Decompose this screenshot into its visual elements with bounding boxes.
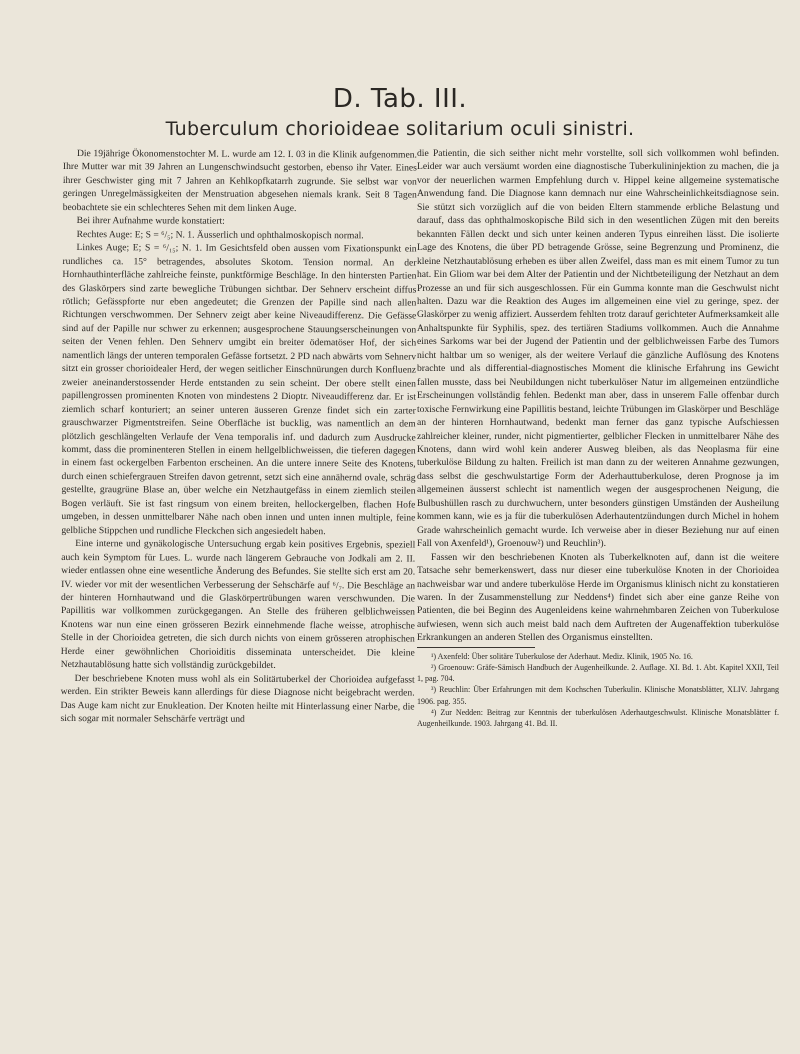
right-column <box>417 147 779 729</box>
footnote-4: ⁴) Zur Nedden: Beitrag zur Kenntnis der tuberkulösen Aderhautgeschwulst. Klinische Monatsblätter f. Augenheilkunde. 1903. Jahrgang 41. Bd. II. <box>417 707 779 728</box>
footnote-2: ²) Groenouw: Gräfe-Sämisch Handbuch der Augenheilkunde. 2. Auflage. XI. Bd. 1. Abt. Kapitel XXII, Teil 1, pag. 704. <box>417 662 779 684</box>
paragraph-course: Eine interne und gynäkologische Untersuchung ergab kein positives Ergebnis, speziell auch kein Symptom für Lues. L. wurde nach längerem Gebrauche von Jodkali am 2. II. wieder entlassen ohne eine wesentliche Änderung des Befundes. Sie stellte sich erst am 20. IV. wieder vor mit der wesentlichen Verbesserung der Sehschärfe auf ⁶/₇. Die Beschläge an der hinteren Hornhautwand und die Glaskörpertrübungen waren verschwunden. Die Papillitis war vollkommen zurückgegangen. An Stelle des früheren gelblichweissen Knotens war nun eine einen grösseren Bezirk einnehmende flache weisse, atrophische Stelle in der Chorioidea getreten, die sich durch nichts von einem grösseren atrophischen Herde einer gewöhnlichen Chorioiditis disseminata unterscheidet. Die kleine Netzhautablösung hatte sich vollständig zurückgebildet. <box>60 538 416 672</box>
paragraph-left-eye-findings: Linkes Auge; E; S = ⁶/₁₅; N. 1. Im Gesichtsfeld oben aussen vom Fixationspunkt ein rundliches ca. 15° betragendes, absolutes Skotom. Tension normal. An der Hornhauthinterfläche zahlreiche feinste, punktförmige Beschläge. In den hintersten Partien des Glaskörpers sind zarte bewegliche Trübungen sichtbar. Der Sehnerv erscheint diffus rötlich; Gefässpforte nur eben angedeutet; die Grenzen der Papille sind nach allen Richtungen verschwommen. Der Sehnerv zeigt aber keine Niveaudifferenz. Die Gefässe sind auf der Papille nur schwer zu erkennen; ausgesprochene Stauungserscheinungen von seiten der Venen fehlen. Den Sehnerv umgibt ein breiter ödematöser Hof, der sich namentlich längs der unteren temporalen Gefässe fortsetzt. 2 PD nach abwärts vom Sehnerv sitzt ein grosser chorioidealer Herd, der wegen seitlicher Einschnürungen durch Konfluenz zweier aneinanderstossender Herde entstanden zu sein scheint. Der obere stellt einen papillengrossen prominenten Knoten von mindestens 2 Dioptr. Niveaudifferenz dar. Er ist ziemlich scharf konturiert; an seiner unteren äusseren Grenze findet sich ein zarter grauschwarzer Pigmentstreifen. Seine Oberfläche ist bucklig, was namentlich an dem plötzlich geschlängelten Verlaufe der Vena temporalis inf. und dadurch zum Ausdrucke kommt, dass die prominenteren Stellen in einem hellgelblichweissen, die tieferen dagegen in einem fast ockergelben Farbenton erscheinen. An die untere innere Seite des Knotens, durch einen schiefergrauen Streifen davon getrennt, setzt sich eine annähernd ovale, schräg gestellte, graugrüne Blase an, über welche ein Netzhautgefäss in einem ziemlich steilen Bogen verläuft. Sie ist fast ringsum von einem breiten, hellockergelben, flachen Hofe umgeben, in dessen unmittelbarer Nähe nach oben innen und unten innen multiple, feine gelbliche Stippchen und rundliche Fleckchen sich angesiedelt haben. <box>61 242 417 537</box>
left-column <box>60 147 417 727</box>
paragraph-diagnosis-start: Der beschriebene Knoten muss wohl als ein Solitärtuberkel der Chorioidea aufgefasst werden. Ein strikter Beweis kann allerdings für diese Diagnose nicht beigebracht werden. Das Auge kam nicht zur Enukleation. Der Knoten heilte mit Hinterlassung einer Narbe, die sich sogar mit normaler Sehschärfe verträgt und <box>60 672 415 725</box>
paragraph-conclusion: Fassen wir den beschriebenen Knoten als Tuberkelknoten auf, dann ist die weitere Tatsache sehr bemerkenswert, dass nur dieser eine tuberkulöse Knoten in der Chorioidea nachweisbar war und andere tuberkulöse Herde im Organismus klinisch nicht zu konstatieren waren. In der Zusammenstellung zur Neddens⁴) findet sich aber eine ganze Reihe von Patienten, die bei Beginn des Augenleidens keine wahrnehmbaren Zeichen von Tuberkulose aufwiesen, wenn sich auch meist bald nach dem Auftreten der Augenaffektion tuberkulöse Erkrankungen an anderen Stellen des Organismus einstellten. <box>417 551 779 644</box>
footnote-divider <box>417 647 535 648</box>
plate-number: D. Tab. III. <box>332 84 468 114</box>
paragraph-history: Die 19jährige Ökonomenstochter M. L. wurde am 12. I. 03 in die Klinik aufgenommen. Ihre Mutter war mit 39 Jahren an Lungenschwindsucht gestorben, ebenso ihr Vater. Eines ihrer Geschwister ging mit 7 Jahren an Kehlkopfkatarrh zugrunde. Sie selbst war von geringen Unregelmässigkeiten der Menstruation abgesehen niemals krank. Seit 8 Tagen beobachtete sie ein schlechteres Sehen mit dem linken Auge. <box>62 148 417 214</box>
paragraph-right-eye: Rechtes Auge: E; S = ⁶/₅; N. 1. Äusserlich und ophthalmoskopisch normal. <box>76 228 364 242</box>
footnote-1: ¹) Axenfeld: Über solitäre Tuberkulose der Aderhaut. Mediz. Klinik, 1905 No. 16. <box>431 651 693 661</box>
paragraph-admission: Bei ihrer Aufnahme wurde konstatiert: <box>76 215 225 227</box>
footnote-3: ³) Reuchlin: Über Erfahrungen mit dem Kochschen Tuberkulin. Klinische Monatsblätter, XLIV. Jahrgang 1906. pag. 355. <box>417 685 779 706</box>
case-title: Tuberculum chorioideae solitarium oculi sinistri. <box>165 118 635 140</box>
paragraph-discussion: die Patientin, die sich seither nicht mehr vorstellte, soll sich vollkommen wohl befinden. Leider war auch versäumt worden eine diagnostische Tuberkulininjektion zu machen, die ja vor der neuerlichen warmen Empfehlung durch v. Hippel keine allgemeine systematische Anwendung fand. Die Diagnose kann demnach nur eine Wahrscheinlichkeitsdiagnose sein. Sie stützt sich vorzüglich auf die von beiden Eltern stammende erbliche Belastung und darauf, dass das ophthalmoskopische Bild sich in den wesentlichen Zügen mit den bereits bekannten Fällen deckt und sich unter keinen anderen Typus einreihen lässt. Die isolierte Lage des Knotens, die über PD betragende Grösse, seine Begrenzung und Prominenz, die kleine Netzhautablösung erheben es über allen Zweifel, dass man es mit einem Tumor zu tun hat. Ein Gliom war bei dem Alter der Patientin und der Nichtbeteiligung der Netzhaut an dem Prozesse an und für sich ausgeschlossen. Für ein Gumma konnte man die Geschwulst nicht halten. Dazu war die Reaktion des Auges im allgemeinen eine viel zu geringe, spez. der Glaskörper zu wenig affiziert. Ausserdem fehlten trotz darauf gerichteter Aufmerksamkeit alle Anhaltspunkte für Syphilis, spez. des tertiären Stadiums vollkommen. Auch die Annahme eines Sarkoms war bei der Jugend der Patientin und der gelblichweissen Farbe des Tumors nicht haltbar um so weniger, als der weitere Verlauf die gänzliche Auflösung des Knotens brachte und als differential-diagnostisches Moment die klinische Erfahrung ins Gewicht fallen musste, dass bei Neubildungen nicht tuberkulöser Natur im allgemeinen entzündliche Erscheinungen vollständig fehlen. Bedenkt man aber, dass in unserem Falle offenbar durch toxische Fernwirkung eine Papillitis bestand, leichte Trübungen im Glaskörper und Beschläge an der hinteren Hornhautwand, bedenkt man ferner das ganz typische Aufschiessen zahlreicher kleiner, runder, nicht pigmentierter, gelblicher Flecken in unmittelbarer Nähe des Knotens, dann wird wohl kein anderer Ausweg bleiben, als das Neoplasma für eine tuberkulöse Bildung zu halten. Freilich ist man dann zu der weiteren Annahme gezwungen, dass selbst die geschwulstartige Form der Aderhauttuberkulose, deren Prognose ja im allgemeinen äusserst schlecht ist namentlich wegen der ausgesprochenen Neigung, die Bulbushüllen rasch zu durchwuchern, unter besonders günstigen Umständen der Ausheilung kommen kann, wie es ja für die tuberkulösen Aderhautentzündungen durch Michel in hohem Grade wahrscheinlich gemacht wurde. Ich verweise aber in dieser Beziehung nur auf einen Fall von Axenfeld¹), Groenouw²) und Reuchlin³). <box>417 148 779 550</box>
